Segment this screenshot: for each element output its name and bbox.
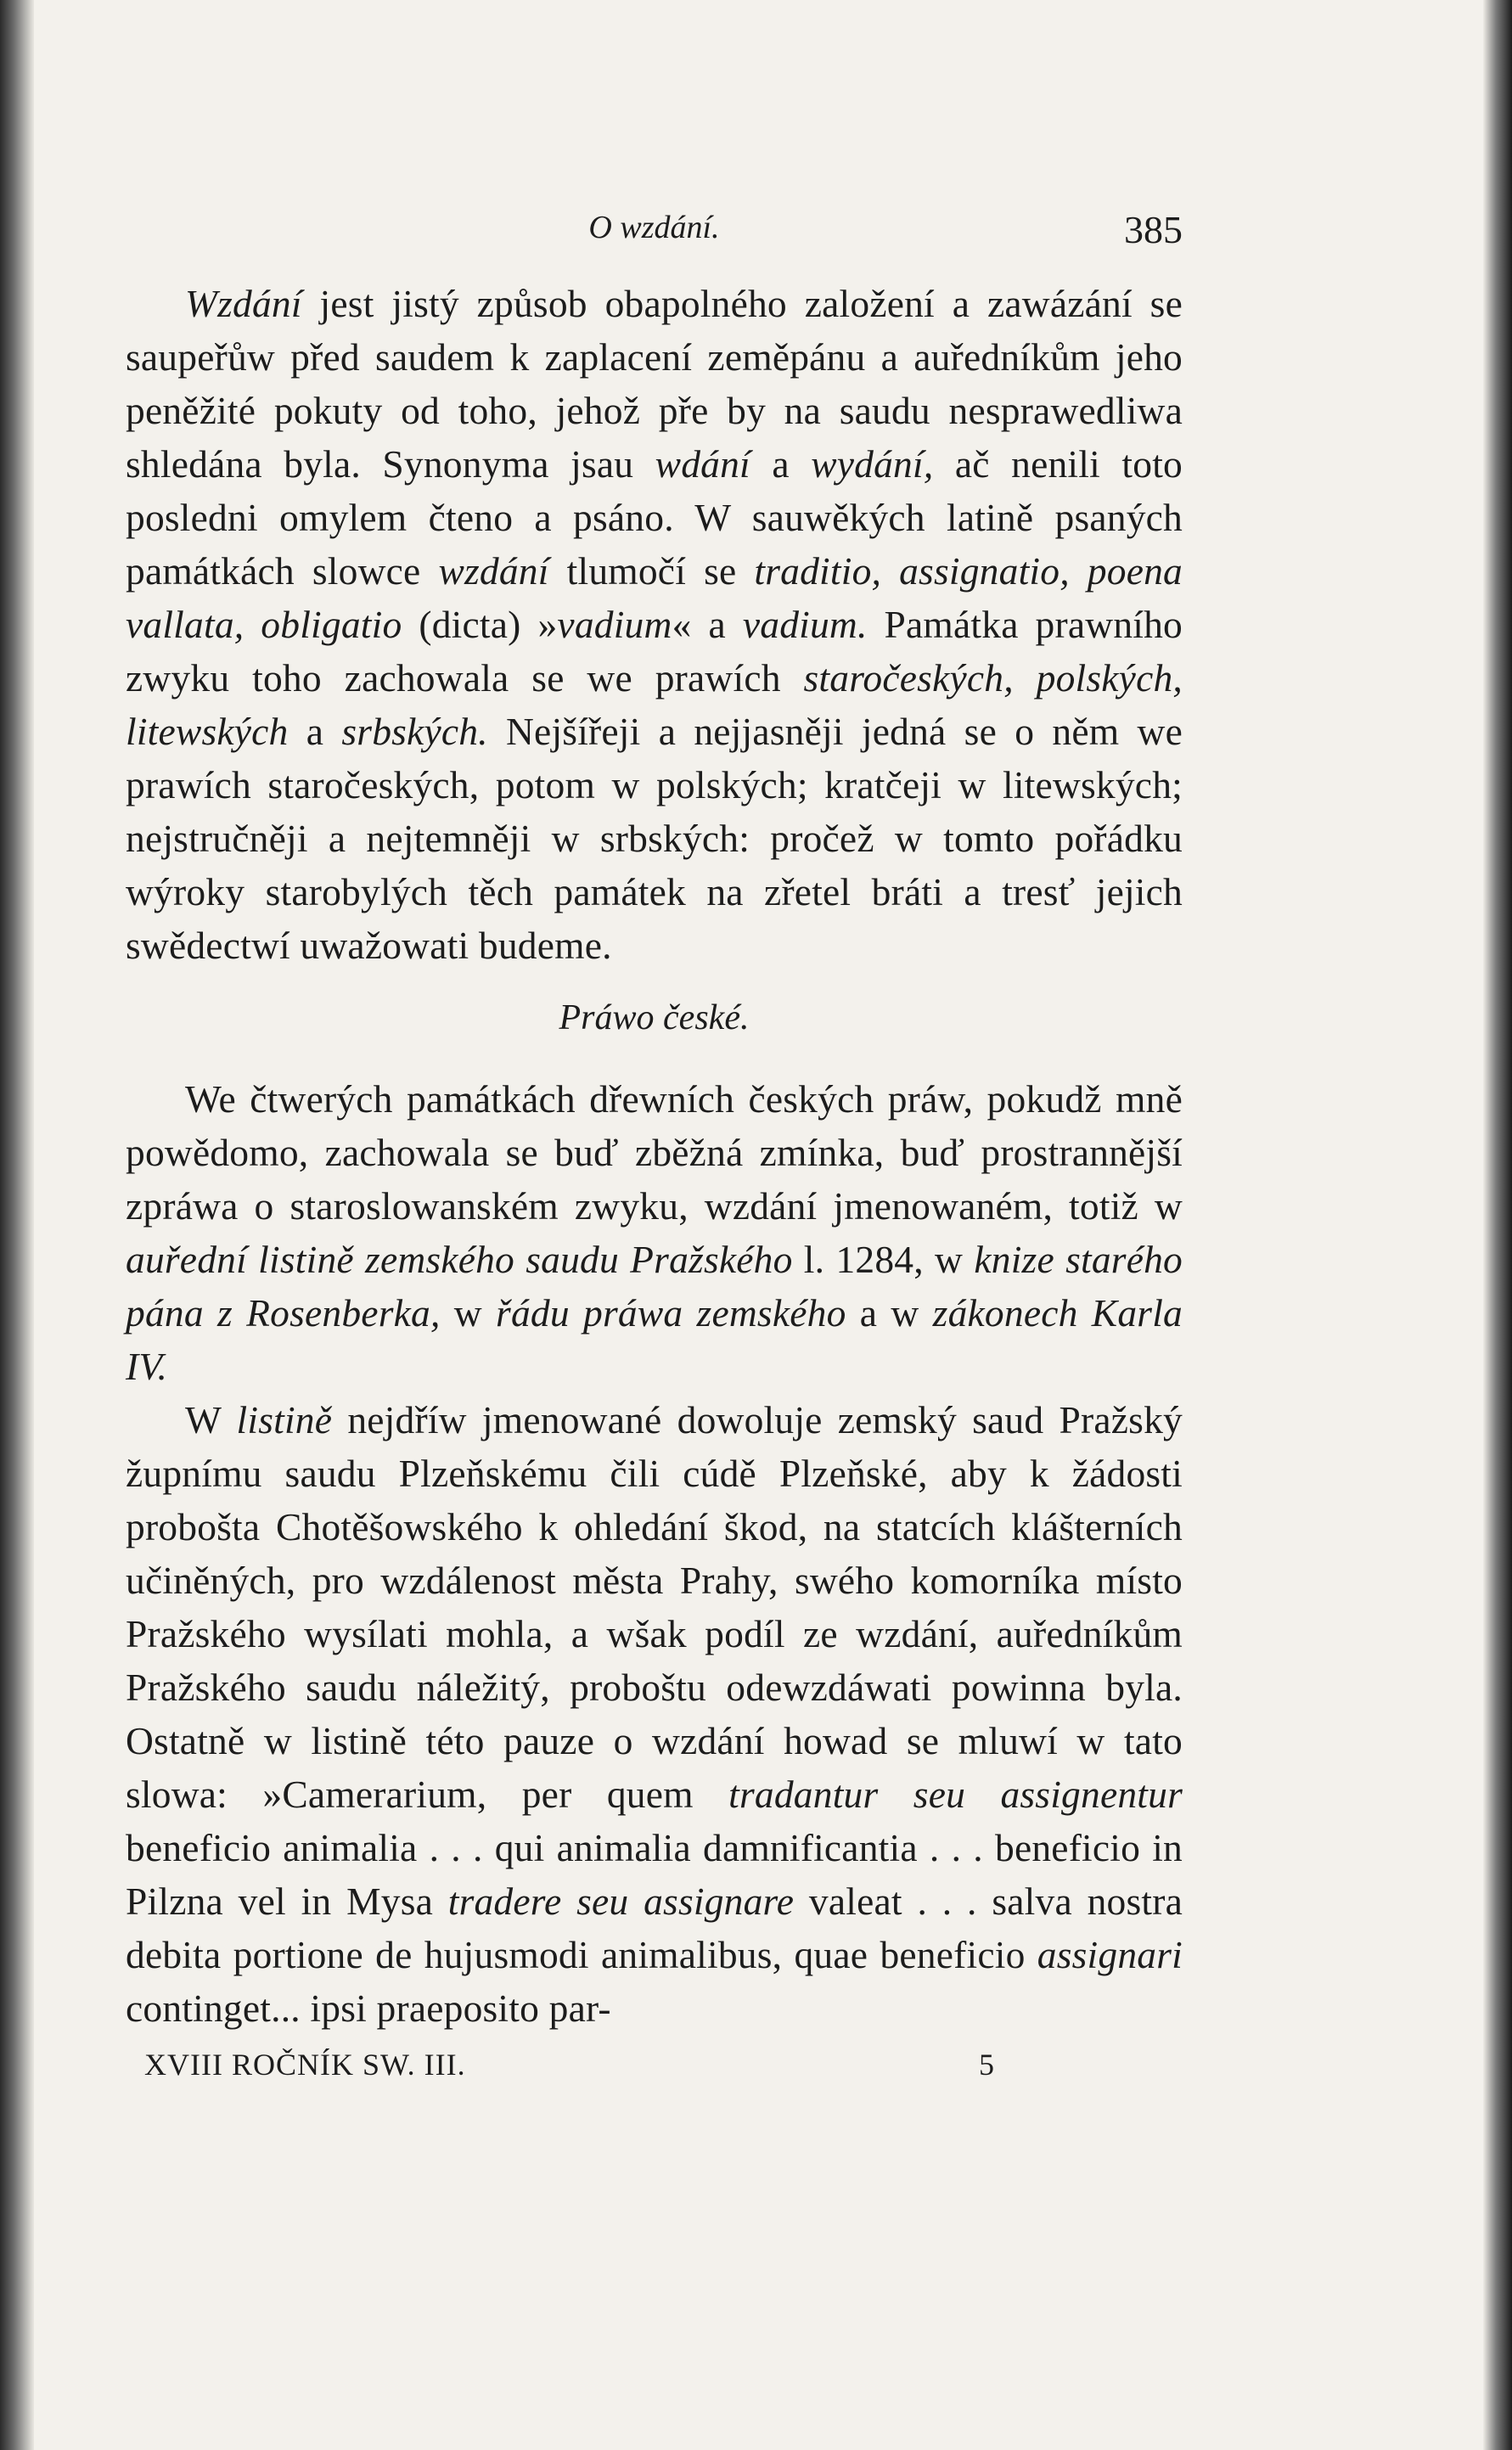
running-head bbox=[126, 202, 1183, 261]
sheet-number: 5 bbox=[979, 2048, 994, 2082]
italic-run: assignari bbox=[1037, 1933, 1183, 1976]
signature-mark: XVIII ROČNÍK SW. III. bbox=[144, 2048, 466, 2082]
body-paragraph-1 bbox=[126, 1072, 1183, 1393]
book-page bbox=[126, 202, 1183, 2098]
italic-run: tradantur seu assignentur bbox=[728, 1773, 1183, 1816]
section-heading: Práwo české. bbox=[559, 998, 750, 1037]
text-run: W bbox=[185, 1398, 237, 1441]
italic-run: listině bbox=[236, 1398, 333, 1441]
scan-edge-left bbox=[0, 0, 34, 2450]
text-run: l. 1284, w bbox=[792, 1238, 975, 1281]
text-run: continget... ipsi praeposito par- bbox=[126, 1986, 611, 2030]
body-paragraph-2 bbox=[126, 1393, 1183, 2035]
italic-run: řádu práwa zemského bbox=[496, 1291, 846, 1335]
text-run: jest jistý způsob obapolného založení a zawázání se saupeřůw před saudem k zaplacení zeměpánu a auředníkům jeho peněžité pokuty od toho, jehož pře by na saudu nesprawedliwa shledána byla. Synonyma jsau bbox=[126, 282, 1183, 486]
italic-run: wzdání bbox=[438, 549, 549, 593]
running-title: O wzdání. bbox=[588, 210, 720, 245]
text-run: tlumočí se bbox=[548, 549, 755, 593]
text-run: « a bbox=[672, 603, 743, 646]
text-run: w bbox=[440, 1291, 497, 1335]
text-run: Památka prawního zwyku toho zachowala se we prawích bbox=[126, 603, 1183, 700]
italic-run: zákonech Karla IV. bbox=[126, 1291, 1183, 1388]
italic-run: vadium bbox=[557, 603, 672, 646]
text-run: Nejšířeji a nejjasněji jedná se o něm we prawích staročeských, potom w polských; kratčeji w litewských; nejstručněji a nejtemněji w srbských: pročež w tomto pořádku wýroky starobylých těch památek na zřetel bráti a tresť jejich swědectwí uwažowati budeme. bbox=[126, 710, 1183, 967]
italic-run: wdání bbox=[655, 442, 750, 486]
italic-run: staročeských, polských, litewských bbox=[126, 656, 1183, 753]
text-run: beneficio animalia . . . qui animalia damnificantia . . . beneficio in Pilzna vel in Mysa bbox=[126, 1826, 1183, 1923]
italic-run: srbských. bbox=[341, 710, 488, 753]
text-run: (dicta) » bbox=[402, 603, 558, 646]
italic-run: wydání, bbox=[811, 442, 934, 486]
text-run: ač nenili toto posledni omylem čteno a psáno. W sauwěkých latině psaných památkách slowce bbox=[126, 442, 1183, 593]
text-run: valeat . . . salva nostra debita portione de hujusmodi animalibus, quae beneficio bbox=[126, 1880, 1183, 1976]
page-number: 385 bbox=[1124, 208, 1183, 251]
scan-edge-right bbox=[1483, 0, 1512, 2450]
text-run: a bbox=[750, 442, 812, 486]
italic-run: vadium. bbox=[742, 603, 868, 646]
text-run: nejdříw jmenowané dowoluje zemský saud Pražský župnímu saudu Plzeňskému čili cúdě Plzeňské, aby k žádosti probošta Chotěšowského k ohledání škod, na statcích klášterních učiněných, pro wzdálenost města Prahy, swého komorníka místo Pražského wysílati mohla, a wšak podíl ze wzdání, auředníkům Pražského saudu náležitý, proboštu odewzdáwati powinna byla. Ostatně w listině této pauze o wzdání howad se mluwí w tato slowa: »Camerarium, per quem bbox=[126, 1398, 1183, 1816]
italic-run: traditio, assignatio, poena vallata, obligatio bbox=[126, 549, 1183, 646]
page-footer bbox=[126, 2047, 1183, 2098]
intro-paragraph bbox=[126, 277, 1183, 972]
italic-run: tradere seu assignare bbox=[447, 1880, 795, 1923]
text-run: We čtwerých památkách dřewních českých práw, pokudž mně powědomo, zachowala se buď zběžná zmínka, buď prostrannější zpráwa o staroslowanském zwyku, wzdání jmenowaném, totiž w bbox=[126, 1077, 1183, 1228]
text-run: a w bbox=[846, 1291, 933, 1335]
italic-run: knize starého pána z Rosenberka, bbox=[126, 1238, 1183, 1335]
text-run: a bbox=[288, 710, 342, 753]
italic-run: auřední listině zemského saudu Pražského bbox=[126, 1238, 793, 1281]
italic-run: Wzdání bbox=[185, 282, 302, 325]
